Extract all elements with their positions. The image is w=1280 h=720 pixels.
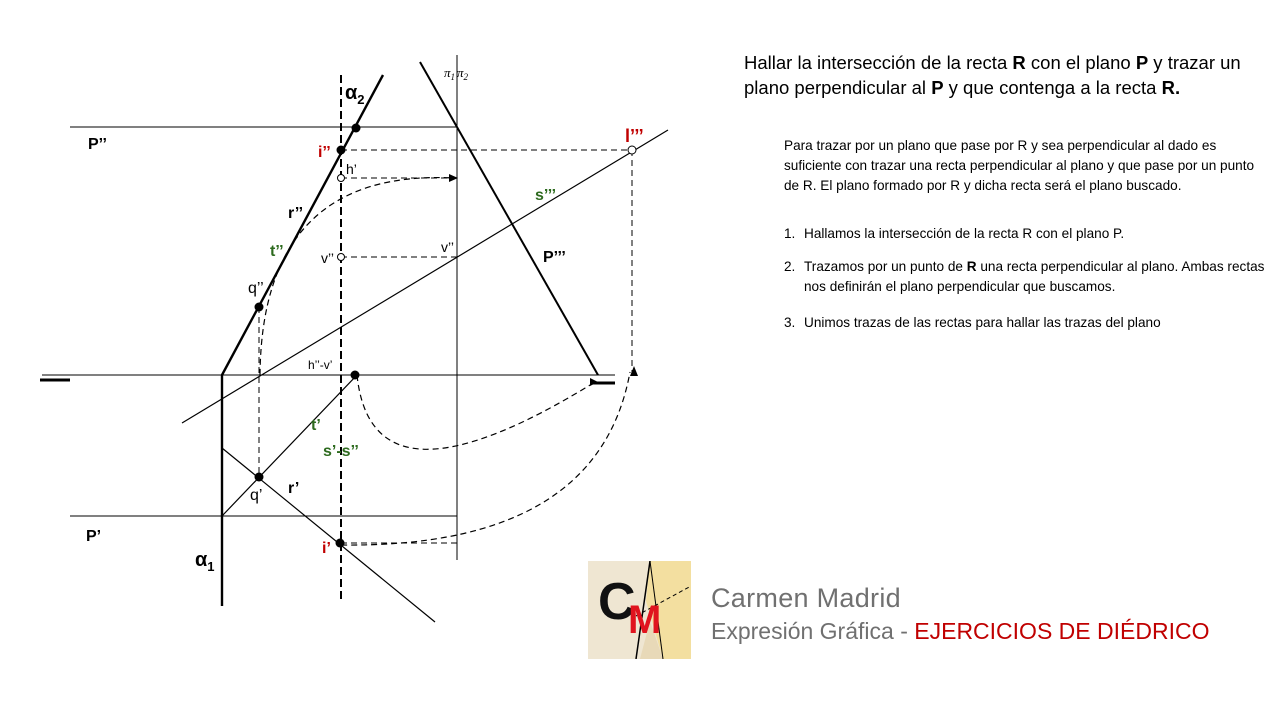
t1-line (222, 448, 435, 622)
step-1 (784, 224, 1280, 244)
step-number: 3. (784, 315, 796, 330)
label-s3: s’’’ (535, 187, 557, 204)
label-alpha1: $\alpha_1$ (195, 549, 215, 574)
label-P1: P’ (86, 528, 102, 545)
label-r2: r’’ (288, 205, 304, 222)
point-l3 (628, 146, 636, 154)
label-P3: P’’’ (543, 249, 566, 266)
point-h2 (338, 175, 345, 182)
label-q1: q’ (250, 487, 263, 504)
step-text: Unimos trazas de las rectas para hallar las trazas del plano (804, 315, 1161, 330)
label-i1: i’ (322, 540, 331, 557)
alpha2-trace (222, 75, 383, 375)
step-number: 2. (784, 259, 796, 274)
s3-line (182, 130, 668, 423)
label-hv: h’’-v’ (308, 358, 333, 372)
arc-large (341, 372, 630, 545)
step-text: Trazamos por un punto de R una recta perpendicular al plano. Ambas rectas nos definirán el plano perpendicular que buscamos. (804, 259, 1265, 294)
point-q2 (255, 303, 264, 312)
cm-logo (588, 561, 691, 659)
course-subtitle: Expresión Gráfica - EJERCICIOS DE DIÉDRICO (711, 618, 1210, 644)
label-r1: r’ (288, 480, 300, 497)
svg-text:C: C (598, 573, 636, 631)
step-2 (784, 257, 1280, 297)
label-q2: q’’ (248, 280, 264, 297)
label-l3: l’’’ (625, 126, 644, 146)
label-i2: i’’ (318, 144, 331, 161)
label-s1s2: s’-s’’ (323, 443, 359, 460)
point-i2 (337, 146, 346, 155)
point-i1 (336, 539, 345, 548)
point-v2 (338, 254, 345, 261)
svg-text:M: M (628, 598, 662, 642)
label-pi1-pi2: $\pi_1$ $\pi_2$ (444, 65, 469, 82)
label-P2: P’’ (88, 136, 107, 153)
author-name: Carmen Madrid (711, 583, 901, 613)
p3-trace (420, 62, 598, 375)
intro-paragraph: Para trazar por un plano que pase por R y sea perpendicular al dado es suficiente con trazar una recta perpendicular al plano y que pase por un punto de R. El plano formado por R y dicha recta será el plano buscado. (784, 138, 1255, 193)
step-3 (784, 313, 1280, 333)
arrowhead-profile (590, 378, 598, 386)
step-number: 1. (784, 226, 796, 241)
label-h2: h’ (346, 161, 357, 177)
step-text: Hallamos la intersección de la recta R con el plano P. (804, 226, 1125, 241)
arc-profile (357, 375, 595, 449)
exercise-title: Hallar la intersección de la recta R con el plano P y trazar un plano perpendicular al P y que contenga a la recta R. (744, 52, 1241, 98)
label-v2: v’’ (321, 250, 334, 266)
label-t1: t’ (311, 417, 321, 434)
point-hv (351, 371, 360, 380)
point-top-alpha2 (352, 124, 361, 133)
label-t2: t’’ (270, 243, 284, 260)
arrowhead-l (630, 366, 638, 376)
label-alpha2: $\alpha_2$ (345, 82, 365, 107)
point-q1 (255, 473, 264, 482)
label-v2-profile: v’’ (441, 239, 454, 255)
